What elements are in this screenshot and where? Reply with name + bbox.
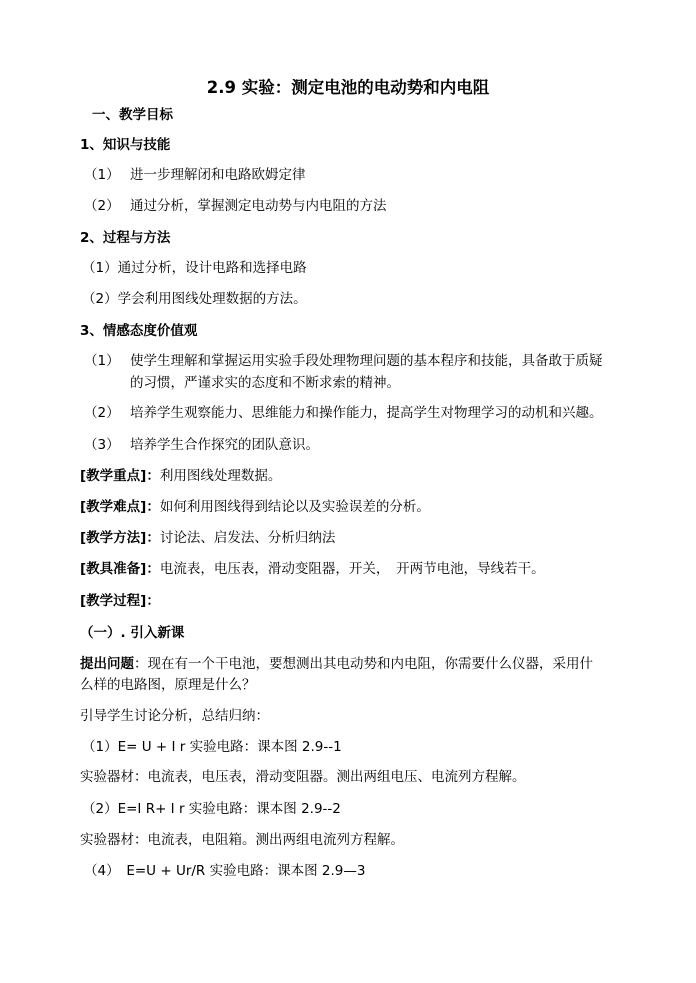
subheading-values: 3、情感态度价值观 [80,323,198,339]
list-item-text: 使学生理解和掌握运用实验手段处理物理问题的基本程序和技能，具备敢于质疑 [130,353,603,369]
method-equipment: 实验器材：电流表，电阻箱。测出两组电流列方程解。 [80,832,404,848]
teaching-difficulty-label: [教学难点]： [80,499,160,515]
teaching-method [80,529,335,547]
list-item-text-continued: 的习惯，严谨求实的态度和不断求索的精神。 [130,375,400,391]
list-item: （1）通过分析，设计电路和选择电路 [82,260,307,276]
list-item-number: （1） [84,167,120,183]
method-item: （2）E=I R+ I r 实验电路：课本图 2.9--2 [82,801,341,817]
list-item [84,352,603,370]
method-item: （4） E=U + Ur/R 实验电路：课本图 2.9—3 [84,863,366,879]
list-item [84,166,306,184]
list-item-number: （3） [84,437,120,453]
subheading-process: 2、过程与方法 [80,230,171,246]
subheading-knowledge: 1、知识与技能 [80,137,171,153]
teaching-method-label: [教学方法]： [80,530,160,546]
list-item-text: 培养学生观察能力、思维能力和操作能力，提高学生对物理学习的动机和兴趣。 [130,405,603,421]
teaching-focus [80,467,281,485]
teaching-tools [80,560,545,578]
teaching-difficulty [80,498,430,516]
teaching-difficulty-text: 如何利用图线得到结论以及实验误差的分析。 [159,499,430,515]
section-heading-objectives: 一、教学目标 [92,107,173,123]
teaching-tools-label: [教具准备]： [80,561,160,577]
list-item [84,404,603,422]
method-item: （1）E= U + I r 实验电路：课本图 2.9--1 [82,739,342,755]
teaching-tools-text: 电流表，电压表，滑动变阻器，开关， 开两节电池，导线若干。 [159,561,545,577]
teaching-focus-text: 利用图线处理数据。 [159,468,282,484]
guide-text: 引导学生讨论分析，总结归纳： [80,708,269,724]
question-text: ：现在有一个干电池，要想测出其电动势和内电阻，你需要什么仪器，采用什 [134,656,593,672]
list-item-number: （1） [84,353,120,369]
teaching-method-text: 讨论法、启发法、分析归纳法 [159,530,336,546]
section-heading-intro: （一）. 引入新课 [80,625,185,641]
document-title: 2.9 实验：测定电池的电动势和内电阻 [206,78,490,97]
list-item [84,197,387,215]
list-item-text: 通过分析，掌握测定电动势与内电阻的方法 [130,198,387,214]
question-paragraph [80,655,593,673]
question-label: 提出问题 [80,656,134,672]
question-text-continued: 么样的电路图，原理是什么？ [80,677,256,693]
list-item-text: 进一步理解闭和电路欧姆定律 [130,167,306,183]
teaching-process-label: [教学过程]： [80,593,160,609]
teaching-focus-label: [教学重点]： [80,468,160,484]
method-equipment: 实验器材：电流表，电压表，滑动变阻器。测出两组电压、电流列方程解。 [80,769,526,785]
list-item-text: 培养学生合作探究的团队意识。 [130,437,319,453]
list-item [84,436,319,454]
list-item-number: （2） [84,405,120,421]
list-item: （2）学会利用图线处理数据的方法。 [82,291,307,307]
list-item-number: （2） [84,198,120,214]
